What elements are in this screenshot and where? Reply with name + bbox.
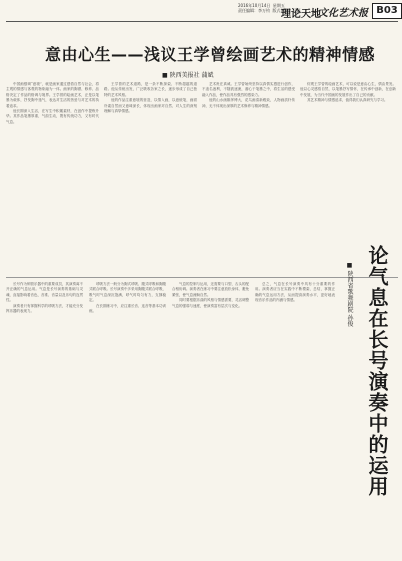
page-header	[0, 0, 402, 22]
article2-column-3	[172, 282, 249, 556]
paragraph: 气息的控制与运用，还需要与口型、舌头的配合相协调。演奏者在练习中要注意放松身体，避免紧张，使气息流畅自然。	[172, 282, 249, 297]
article1-byline: ■ 陕西美报社 蒲斌	[162, 72, 214, 79]
newspaper-brand: 文化艺术报	[318, 8, 368, 19]
paragraph: 演奏者只有掌握科学的呼吸方法，才能充分发挥乐器的表现力。	[6, 303, 83, 314]
paragraph: 综观王学曾的绘画艺术，可以说是意由心生，情由景发。他以心灵感悟自然，以笔墨抒写情怀，在传承中创新，在创新中发展，为当代中国画的发展作出了自己的贡献。	[300, 82, 396, 97]
article2-byline: ■ 陕西省歌舞剧院 孙俊	[346, 262, 353, 327]
paragraph: 长号作为铜管乐器中的重要成员，其演奏离不开正确的气息运用。气息是长号演奏的基础与灵魂，直接影响着音色、音准、音量以及乐句的连贯性。	[6, 282, 83, 303]
article1-column-3	[202, 82, 295, 272]
article2-column-4	[255, 282, 335, 556]
article1-title: 意由心生——浅议王学曾绘画艺术的精神情感	[45, 45, 376, 64]
issue-meta: 2016年10月14日 星期五 责任编辑：李万钧 版式设计：马源	[238, 3, 301, 13]
paragraph: 中国画强调“意境”，就是画家通过感悟自然与社会，将主观的情感与客观的物象融为一体。画家的胸襟、修养、品格决定了作品的格调与境界。王学曾的绘画艺术，正是以笔墨为载体，抒发胸中逸气，表达对生活的热爱与对艺术的执着追求。	[6, 82, 99, 108]
paragraph: 在长期练习中，应注重长音、连音等基本功训练。	[89, 303, 166, 314]
paragraph: 总之，气息在长号演奏中具有十分重要的作用。演奏者应当在实践中不断摸索、总结，掌握正确的气息运用方法，从而提高演奏水平，更好地表现音乐作品的内涵与情感。	[255, 282, 335, 303]
paragraph: 他长期深入生活，在写生中积累素材，在创作中提炼升华。其作品笔墨厚重，气韵生动，既有传统功力，又有时代气息。	[6, 109, 99, 124]
article1-column-1	[6, 82, 99, 272]
paragraph: 他的作品注重意境的营造，以情入画，以意统笔，画面朴素自然而又意味深长，体现出画家对自然、对人生的深刻理解与真挚情感。	[104, 98, 197, 114]
page-number: B03	[372, 3, 402, 19]
paragraph: 呼吸方法一般分为胸式呼吸、腹式呼吸和胸腹式联合呼吸。长号演奏中多采用胸腹式联合呼吸，吸气时气息深沉饱满，呼气时均匀有力，支撑稳定。	[89, 282, 166, 303]
header-rule	[6, 21, 398, 22]
paragraph: 他的山水画雄浑博大，花鸟画清新雅致，人物画质朴传神，无不体现出深厚的艺术修养与精神情感。	[202, 98, 295, 108]
article-divider	[6, 277, 398, 278]
paragraph: 艺术贵在真诚。王学曾始终坚持以真情实感进行创作，不追名逐利，不随波逐流，潜心于笔墨之中，将生活的感受融入作品，使作品具有强烈的感染力。	[202, 82, 295, 97]
article2-title: 论气息在长号演奏中的运用	[365, 245, 389, 497]
article1-column-4	[300, 82, 396, 272]
paragraph: 王学曾的艺术道路，是一条不断探索、不断超越的道路。他从传统出发，广泛吸收各家之长，逐步形成了自己独特的艺术风格。	[104, 82, 197, 97]
section-name: 理论天地	[281, 9, 321, 20]
paragraph: 其艺术精神与情感追求，值得我们认真研究与学习。	[307, 98, 388, 103]
article2-column-1	[6, 282, 83, 556]
article2-column-2	[89, 282, 166, 556]
article1-column-2	[104, 82, 197, 272]
paragraph: 同时要根据乐曲的风格与情感需要，灵活调整气息的强弱与速度，使演奏富有层次与变化。	[172, 298, 249, 308]
